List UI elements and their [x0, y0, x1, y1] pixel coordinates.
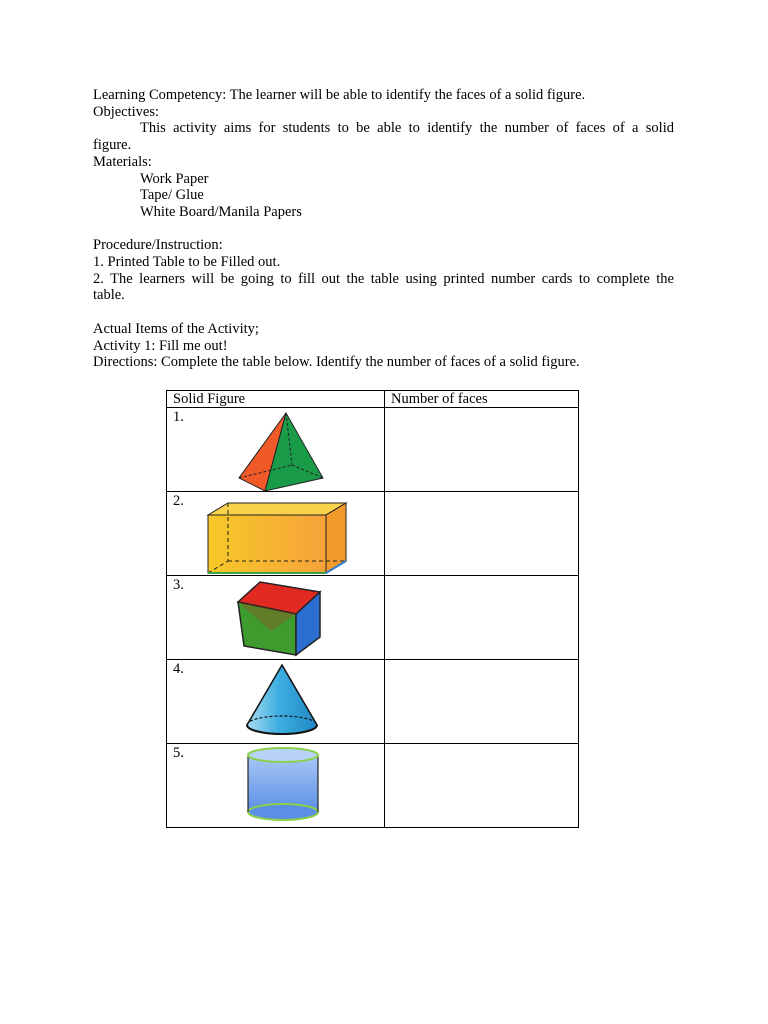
header-solid-figure: Solid Figure [167, 391, 385, 408]
row-number: 4. [173, 661, 184, 677]
figure-cell [167, 576, 385, 660]
learning-competency: Learning Competency: The learner will be able to identify the faces of a solid figure. [93, 87, 586, 103]
procedure-step-2-line2: table. [93, 287, 125, 304]
spacer [93, 304, 674, 321]
answer-cell[interactable] [385, 408, 579, 492]
table-row [167, 492, 579, 576]
objectives-text-line2: figure. [93, 137, 132, 154]
worksheet-text [93, 87, 674, 371]
cylinder-icon [245, 746, 321, 826]
table-row [167, 744, 579, 828]
row-number: 5. [173, 745, 184, 761]
answer-cell[interactable] [385, 660, 579, 744]
procedure-step-1: 1. Printed Table to be Filled out. [93, 254, 281, 271]
answer-cell[interactable] [385, 576, 579, 660]
figure-cell [167, 408, 385, 492]
directions: Directions: Complete the table below. Identify the number of faces of a solid figure. [93, 354, 580, 371]
cube-icon [235, 579, 325, 657]
table-row [167, 576, 579, 660]
table-row [167, 408, 579, 492]
table-header-row [167, 391, 579, 408]
objectives-text-line1: This activity aims for students to be able to identify the number of faces of a solid [140, 120, 674, 137]
cone-icon [245, 663, 319, 737]
table-row [167, 660, 579, 744]
materials-heading: Materials: [93, 153, 152, 170]
procedure-step-2-line1: 2. The learners will be going to fill out the table using printed number cards to complete the [93, 270, 674, 287]
header-number-of-faces: Number of faces [385, 391, 579, 408]
answer-cell[interactable] [385, 744, 579, 828]
procedure-heading: Procedure/Instruction: [93, 237, 223, 254]
objectives-heading: Objectives: [93, 103, 160, 120]
row-number: 1. [173, 409, 184, 425]
material-item: White Board/Manila Papers [140, 203, 302, 220]
spacer [93, 221, 674, 238]
pyramid-icon [235, 411, 329, 493]
row-number: 2. [173, 493, 184, 509]
rectangular-prism-icon [205, 501, 350, 575]
answer-cell[interactable] [385, 492, 579, 576]
material-item: Tape/ Glue [140, 187, 204, 204]
material-item: Work Paper [140, 170, 209, 187]
solid-figures-table [166, 390, 579, 828]
figure-cell [167, 660, 385, 744]
activity-title: Activity 1: Fill me out! [93, 337, 228, 354]
actual-items-heading: Actual Items of the Activity; [93, 320, 259, 337]
figure-cell [167, 492, 385, 576]
figure-cell [167, 744, 385, 828]
row-number: 3. [173, 577, 184, 593]
